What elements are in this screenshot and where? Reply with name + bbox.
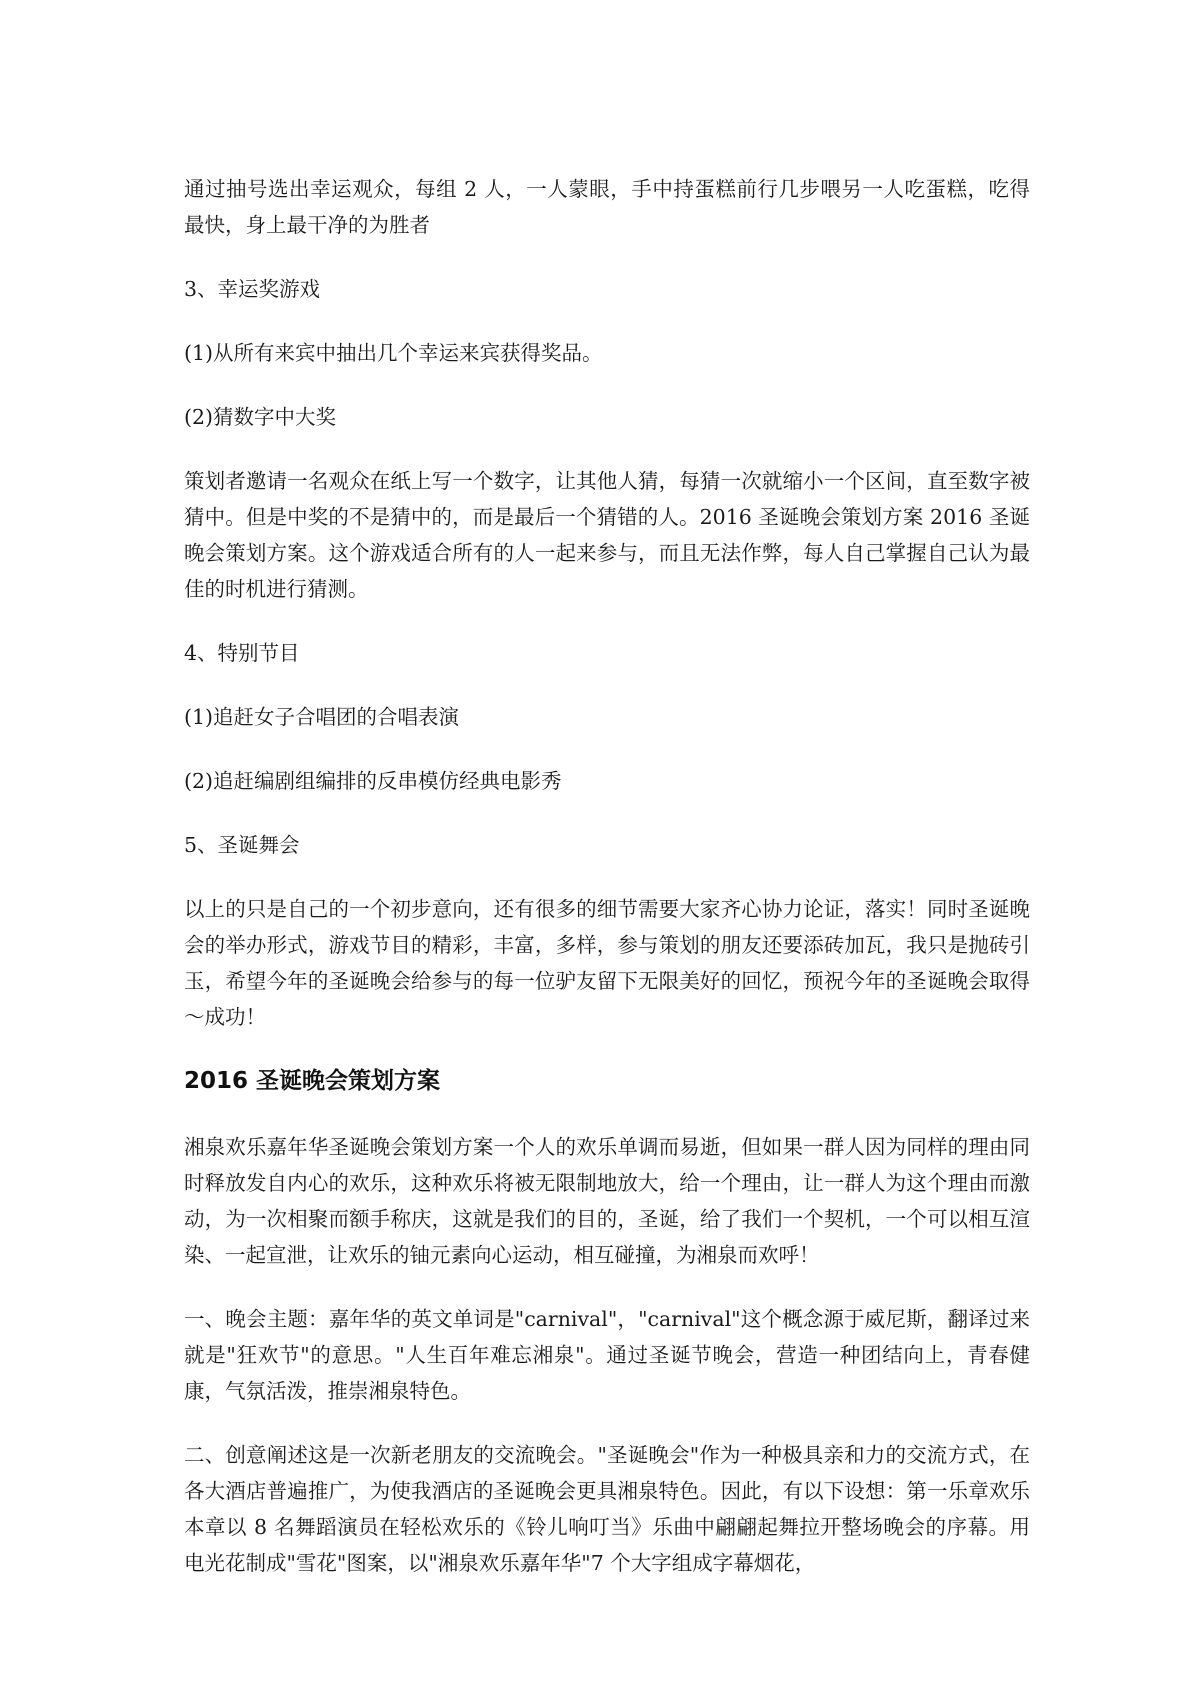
item-choir: (1)追赶女子合唱团的合唱表演 bbox=[184, 705, 460, 729]
item-lucky-draw: (1)从所有来宾中抽出几个幸运来宾获得奖品。 bbox=[184, 341, 603, 365]
section-lucky-game: 3、幸运奖游戏 bbox=[184, 277, 321, 301]
item-guess-number: (2)猜数字中大奖 bbox=[184, 405, 337, 429]
section-heading: 2016 圣诞晚会策划方案 bbox=[184, 1068, 441, 1094]
document-body bbox=[184, 171, 1030, 1609]
paragraph-intro: 湘泉欢乐嘉年华圣诞晚会策划方案一个人的欢乐单调而易逝，但如果一群人因为同样的理由同时释放发自内心的欢乐，这种欢乐将被无限制地放大，给一个理由，让一群人为这个理由而激动，为一次相聚而额手称庆，这就是我们的目的，圣诞，给了我们一个契机，一个可以相互渲染、一起宣泄，让欢乐的铀元素向心运动，相互碰撞，为湘泉而欢呼！ bbox=[184, 1135, 1030, 1267]
paragraph-theme: 一、晚会主题：嘉年华的英文单词是"carnival"，"carnival"这个概念源于威尼斯，翻译过来就是"狂欢节"的意思。"人生百年难忘湘泉"。通过圣诞节晚会，营造一种团结向上，青春健康，气氛活泼，推崇湘泉特色。 bbox=[184, 1307, 1030, 1403]
paragraph-creative: 二、创意阐述这是一次新老朋友的交流晚会。"圣诞晚会"作为一种极具亲和力的交流方式，在各大酒店普遍推广，为使我酒店的圣诞晚会更具湘泉特色。因此，有以下设想：第一乐章欢乐本章以 8 名舞蹈演员在轻松欢乐的《铃儿响叮当》乐曲中翩翩起舞拉开整场晚会的序幕。用电光花制成"雪花"图案，以"湘泉欢乐嘉年华"7 个大字组成字幕烟花， bbox=[184, 1443, 1030, 1575]
section-christmas-ball: 5、圣诞舞会 bbox=[184, 833, 300, 857]
paragraph-guess-rules: 策划者邀请一名观众在纸上写一个数字，让其他人猜，每猜一次就缩小一个区间，直至数字被猜中。但是中奖的不是猜中的，而是最后一个猜错的人。2016 圣诞晚会策划方案 2016 圣诞晚会策划方案。这个游戏适合所有的人一起来参与，而且无法作弊，每人自己掌握自己认为最佳的时机进行猜测。 bbox=[184, 469, 1030, 601]
paragraph-closing: 以上的只是自己的一个初步意向，还有很多的细节需要大家齐心协力论证，落实！同时圣诞晚会的举办形式，游戏节目的精彩，丰富，多样，参与策划的朋友还要添砖加瓦，我只是抛砖引玉，希望今年的圣诞晚会给参与的每一位驴友留下无限美好的回忆，预祝今年的圣诞晚会取得～成功！ bbox=[184, 897, 1030, 1029]
paragraph-cake-game: 通过抽号选出幸运观众，每组 2 人，一人蒙眼，手中持蛋糕前行几步喂另一人吃蛋糕，吃得最快，身上最干净的为胜者 bbox=[184, 177, 1030, 237]
section-special-program: 4、特别节目 bbox=[184, 641, 300, 665]
item-movie-show: (2)追赶编剧组编排的反串模仿经典电影秀 bbox=[184, 769, 562, 793]
